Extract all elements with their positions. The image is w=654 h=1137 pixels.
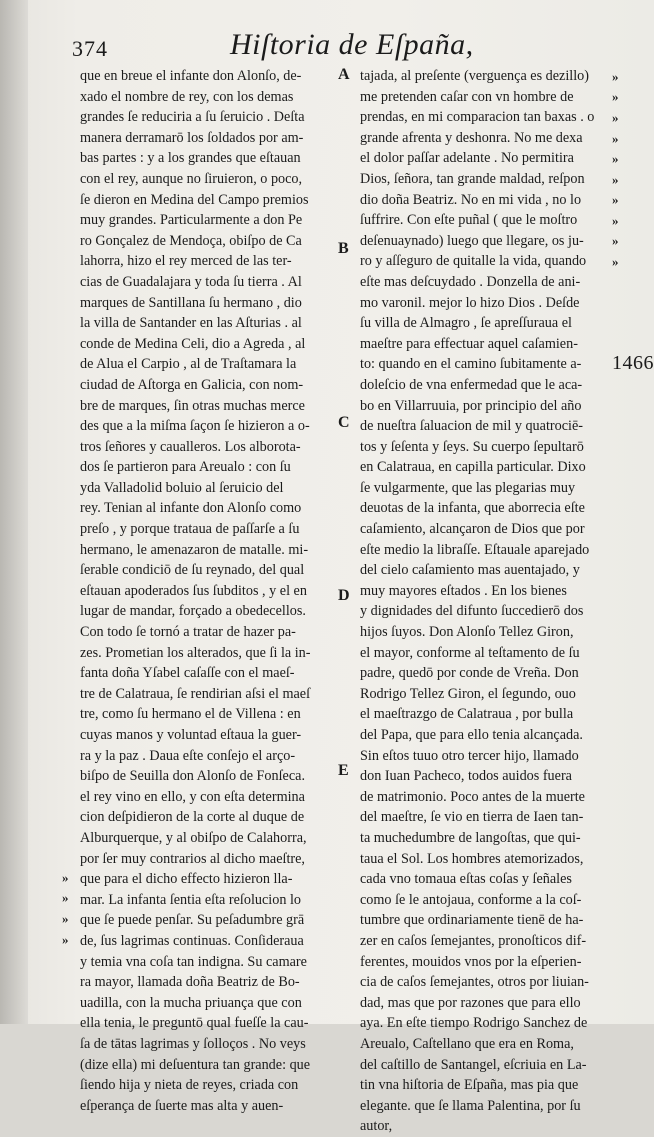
text-line: que en breue el infante don Alonſo, de- (80, 68, 302, 84)
text-line: el maeſtrazgo de Calatraua , por bulla (360, 706, 574, 723)
text-line: lugar de mandar, forçado a obedecellos. (80, 603, 306, 620)
text-line: ta muchedumbre de langoſtas, que qui- (360, 829, 581, 846)
text-line: ella tenia, le preguntō qual fueſſe la cau- (80, 1015, 309, 1032)
text-line: dos ſe partieron para Areualo : con ſu (80, 459, 291, 476)
text-line: mo varonil. mejor lo hizo Dios . Deſde (360, 294, 580, 311)
text-line: (dize ella) mi deſuentura tan grande: que (80, 1056, 311, 1073)
gutter-shadow (0, 0, 28, 1024)
text-line: bas partes : y a los grandes que eſtauan (80, 150, 301, 167)
text-line: biſpo de Seuilla don Alonſo de Fonſeca. (80, 768, 305, 785)
text-line: aya. En eſte tiempo Rodrigo Sanchez de (360, 1015, 588, 1032)
text-line: Sin eſtos tuuo otro tercer hijo, llamado (360, 747, 579, 764)
left-quote-mark: » (62, 911, 69, 926)
text-line: de nueſtra ſaluacion de mil y quatrociē- (360, 418, 583, 435)
page-number: 374 (72, 36, 108, 61)
text-line: elegante. que ſe llama Palentina, por ſu (360, 1097, 581, 1114)
right-quote-mark: » (612, 213, 619, 228)
left-quote-mark: » (62, 870, 69, 885)
text-line: muy mayores eſtados . En los bienes (360, 582, 567, 599)
text-line: ra mayor, llamada doña Beatriz de Bo- (80, 974, 300, 991)
right-text-column (360, 66, 622, 1137)
text-line: mar. La infanta ſentia eſta reſolucion lo (80, 891, 302, 908)
section-letter-c: C (338, 414, 350, 431)
right-quote-mark: » (612, 69, 619, 84)
text-line: hermano, le amenazaron de matalle. mi- (80, 541, 309, 558)
text-line: ſiendo hija y nieta de reyes, criada con (80, 1077, 299, 1094)
margin-year-note: 1466 (612, 352, 654, 374)
text-line: por ſer muy contrarios al dicho maeſtre, (80, 850, 305, 867)
right-quote-mark: » (612, 89, 619, 104)
text-line: del caſtillo de Santangel, eſcriuia en La- (360, 1056, 587, 1073)
text-line: Areualo, Caſtellano que era en Roma, (360, 1035, 574, 1052)
text-line: de, ſus lagrimas continuas. Conſideraua (80, 932, 304, 949)
text-line: eſperança de ſuerte mas alta y auen- (80, 1097, 284, 1114)
left-quote-mark: » (62, 932, 69, 947)
text-line: bre de marques, ſin otras muchas merce (80, 397, 305, 414)
text-line: fanta doña Yſabel caſaſſe con el maeſ- (80, 665, 295, 682)
text-line: doleſcio de vna enfermedad que le aca- (360, 376, 583, 393)
right-quote-mark: » (612, 110, 619, 125)
text-line: ro y aſſeguro de quitalle la vida, quando (360, 253, 587, 270)
text-line: cia de caſos ſemejantes, otros por liuian- (360, 974, 589, 991)
text-line: ſu villa de Almagro , ſe apreſſuraua el (360, 315, 572, 332)
text-line: ro Gonçalez de Mendoça, obiſpo de Ca (80, 232, 302, 249)
text-line: Dios, ſeñora, tan grande maldad, reſpon (360, 170, 585, 187)
text-line: ra y la paz . Daua eſte conſejo el arço- (80, 747, 296, 764)
text-line: Alburquerque, y al obiſpo de Calahorra, (80, 829, 307, 846)
text-line: maeſtre para effectuar aquel caſamien- (360, 335, 578, 352)
text-line: zes. Prometian los alterados, que ſi la in- (80, 644, 311, 661)
text-line: de Alua el Carpio , al de Traſtamara la (80, 356, 297, 373)
text-line: xado el nombre de rey, con los demas (80, 88, 294, 105)
text-line: el dolor paſſar adelante . No permitira (360, 150, 574, 167)
text-line: eſte mas deſcuydado . Donzella de ani- (360, 273, 581, 290)
text-line: que para el dicho effecto hizieron lla- (80, 871, 293, 888)
text-line: dad, mas que por razones que para ello (360, 994, 581, 1011)
section-letter-a: A (338, 66, 350, 83)
text-line: ſerable condiciō de ſu reynado, del qual (80, 562, 305, 579)
text-line: ciudad de Aſtorga en Galicia, con nom- (80, 376, 304, 393)
text-line: marques de Santillana ſu hermano , dio (80, 294, 302, 311)
right-quote-mark: » (612, 254, 619, 269)
text-line: taua el Sol. Los hombres atemorizados, (360, 850, 584, 867)
text-line: ſa de tātas lagrimas y ſolloços . No veys (80, 1035, 306, 1052)
text-line: ſuffrire. Con eſte puñal ( que le moſtro (360, 212, 578, 229)
text-line: y dignidades del difunto ſuccedierō dos (360, 603, 584, 620)
text-line: grandes ſe reduciria a ſu ſeruicio . Deſta (80, 109, 305, 126)
text-line: tumbre que ordinariamente tienē de ha- (360, 912, 584, 929)
text-line: cada vno tomaua eſtas coſas y ſeñales (360, 871, 572, 888)
text-line: ſe vulgarmente, que las plegarias muy (360, 479, 576, 496)
text-line: uadilla, con la mucha priuança que con (80, 994, 302, 1011)
text-line: cion deſpidieron de la corte al duque de (80, 809, 305, 826)
text-line: de matrimonio. Poco antes de la muerte (360, 788, 585, 805)
text-line: deſenuaynado) luego que llegare, os ju- (360, 232, 584, 249)
text-line: Rodrigo Tellez Giron, el ſegundo, ouo (360, 685, 576, 702)
left-quote-mark: » (62, 890, 69, 905)
text-line: prendas, en mi comparacion tan baxas . o (360, 109, 595, 126)
text-line: eſtauan apoderados ſus ſubditos , y el en (80, 582, 307, 599)
text-line: des que a la miſma ſaçon ſe hizieron a o- (80, 418, 310, 435)
text-line: la villa de Santander en las Aſturias . al (80, 315, 302, 332)
text-line: preſo , y porque trataua de paſſarſe a ſu (80, 521, 300, 538)
text-line: tin vna hiſtoria de Eſpaña, mas pia que (360, 1077, 579, 1094)
text-line: conde de Medina Celi, dio a Agreda , al (80, 335, 306, 352)
text-line: y temia vna coſa tan indigna. Su camare (80, 953, 307, 970)
left-text-column (80, 66, 342, 1116)
running-title: Hiſtoria de Eſpaña, (230, 28, 474, 61)
text-line: del cielo caſamiento mas auentajado, y (360, 562, 580, 579)
text-line: grande afrenta y deshonra. No me dexa (360, 129, 583, 146)
text-line: autor, (360, 1118, 393, 1135)
text-line: bo en Villarruuia, por principio del año (360, 397, 582, 414)
page-header (0, 18, 654, 70)
text-line: hijos ſuyos. Don Alonſo Tellez Giron, (360, 624, 574, 641)
text-line: manera derramarō los ſoldados por am- (80, 129, 304, 146)
text-line: deuotas de la infanta, que aborrecia eſte (360, 500, 585, 517)
text-line: to: quando en el camino ſubitamente a- (360, 356, 582, 373)
text-line: Con todo ſe tornó a tratar de hazer pa- (80, 624, 296, 641)
text-line: yda Valladolid boluio al ſeruicio del (80, 479, 284, 496)
text-line: como ſe le antojaua, conforme a la coſ- (360, 891, 582, 908)
text-line: del maeſtre, ſe vio en tierra de Iaen tan- (360, 809, 584, 826)
text-line: del Papa, que para ello tenia alcançada. (360, 727, 583, 743)
right-quote-mark: » (612, 131, 619, 146)
right-quote-mark: » (612, 172, 619, 187)
text-line: dio doña Beatriz. No en mi vida , no lo (360, 191, 582, 208)
text-line: ſe dieron en Medina del Campo premios (80, 191, 309, 208)
text-line: muy grandes. Particularmente a don Pe (80, 212, 303, 229)
text-line: eſte medio la libraſſe. Eſtauale aparejado (360, 541, 590, 558)
text-line: cias de Guadalajara y toda ſu tierra . Al (80, 273, 302, 290)
text-line: zer en caſos ſemejantes, pronoſticos dif- (360, 932, 587, 949)
text-line: el mayor, conforme al teſtamento de ſu (360, 644, 580, 661)
text-line: que ſe puede penſar. Su peſadumbre grā (80, 912, 305, 929)
section-letter-b: B (338, 240, 349, 257)
text-line: caſamiento, alcançaron de Dios que por (360, 521, 585, 538)
text-line: me pretenden caſar con vn hombre de (360, 88, 574, 105)
text-line: don Iuan Pacheco, todos auidos fuera (360, 768, 572, 785)
right-quote-mark: » (612, 233, 619, 248)
text-line: cuyas manos y voluntad eſtaua la guer- (80, 727, 302, 743)
text-line: con el rey, aunque no ſiruieron, o poco, (80, 170, 303, 187)
text-line: lahorra, hizo el rey merced de las ter- (80, 253, 292, 270)
section-letter-d: D (338, 587, 350, 604)
text-line: tre de Calatraua, ſe rendirian aſsi el maeſ (80, 685, 311, 702)
text-line: en Calatraua, en capilla particular. Dixo (360, 459, 586, 476)
text-line: tros ſeñores y caualleros. Los alborota- (80, 438, 301, 455)
text-line: el rey vino en ello, y con eſta determina (80, 788, 305, 805)
text-line: tre, como ſu hermano el de Villena : en (80, 706, 301, 723)
text-line: tos y ſeſenta y ſeys. Su cuerpo ſepultarō (360, 438, 584, 455)
right-quote-mark: » (612, 192, 619, 207)
section-letter-e: E (338, 762, 349, 779)
text-line: padre, quedō por conde de Vreña. Don (360, 665, 579, 682)
text-line: rey. Tenian al infante don Alonſo como (80, 500, 302, 517)
text-line: tajada, al preſente (verguença es dezillo) (360, 68, 589, 84)
right-quote-mark: » (612, 151, 619, 166)
text-line: ferentes, mouidos vnos por la eſperien- (360, 953, 582, 970)
